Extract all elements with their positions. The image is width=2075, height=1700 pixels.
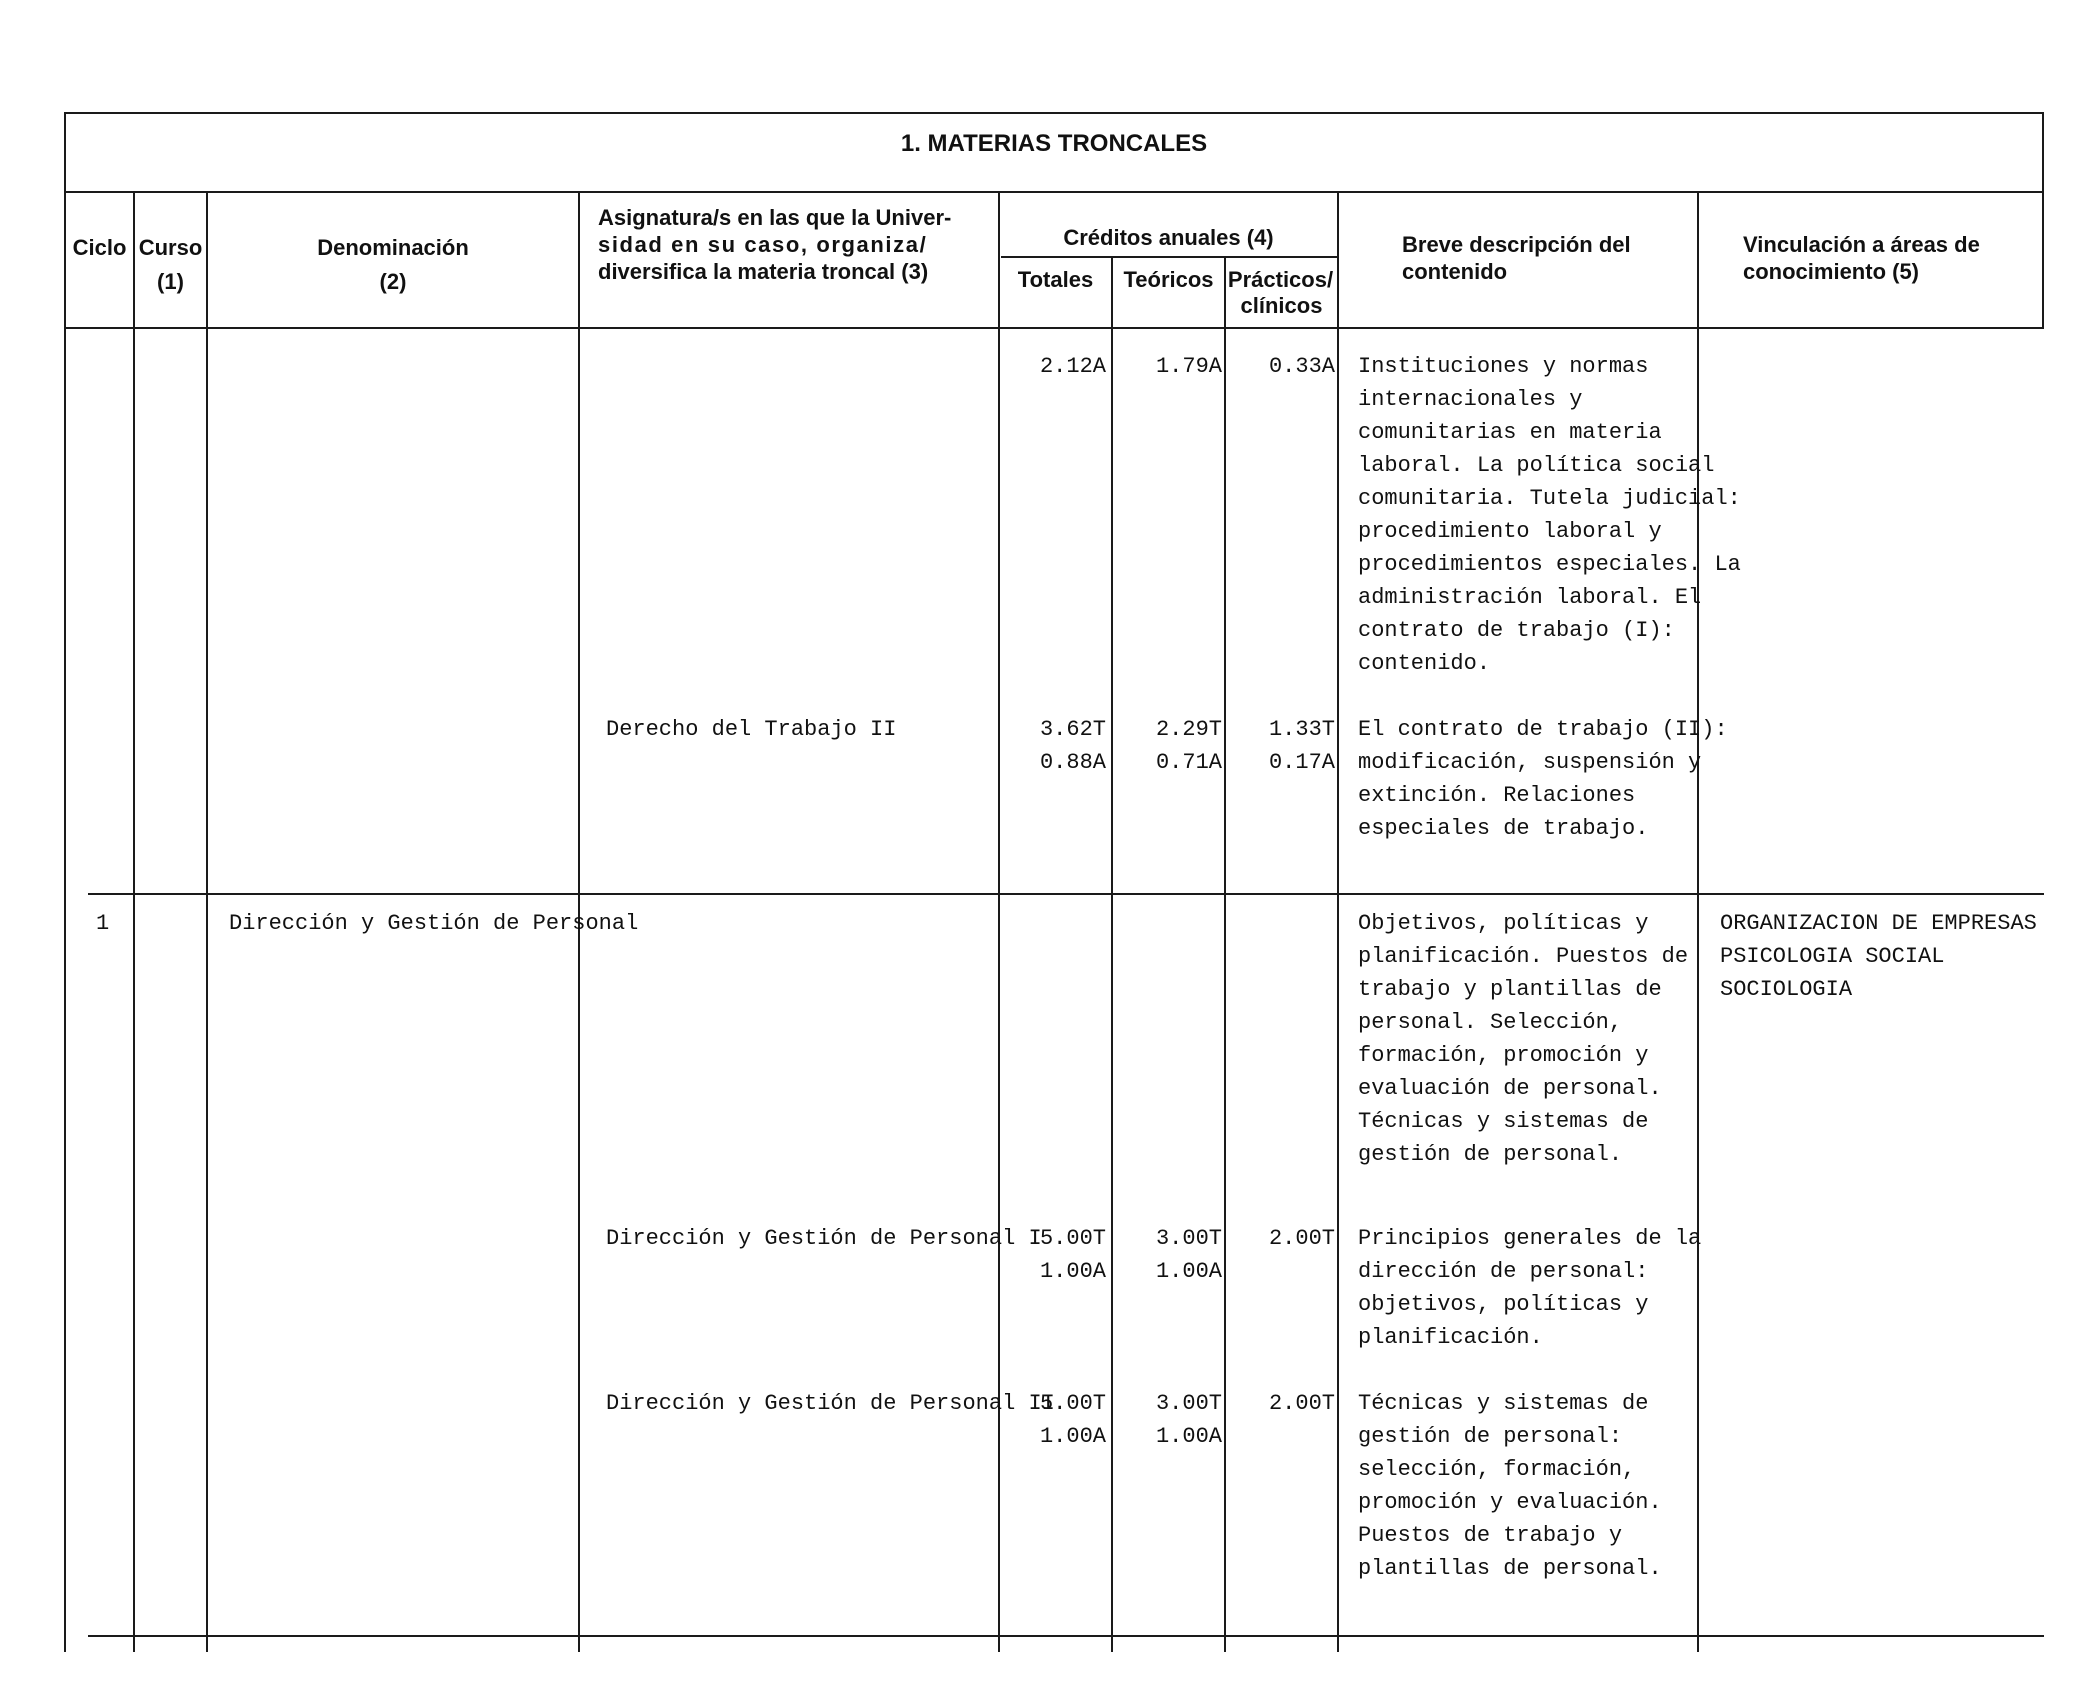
row-c-teoricos-1: 3.00T: [1155, 1226, 1222, 1251]
area-line: ORGANIZACION DE EMPRESAS: [1720, 911, 2037, 936]
header-vinculacion-line2: conocimiento (5): [1743, 259, 1920, 284]
desc-line: procedimientos especiales. La: [1358, 552, 1741, 577]
desc-line: El contrato de trabajo (II):: [1358, 717, 1728, 742]
header-descripcion-line1: Breve descripción del: [1402, 232, 1631, 257]
row-c-practicos: 2.00T: [1268, 1226, 1335, 1251]
row-b-practicos-1: 1.33T: [1268, 717, 1335, 742]
header-ciclo: Ciclo: [72, 235, 127, 260]
col-divider-curso: [206, 191, 208, 1652]
table-right-border: [2042, 112, 2044, 328]
col-divider-teoricos: [1224, 256, 1226, 1652]
row-d-teoricos-1: 3.00T: [1155, 1391, 1222, 1416]
header-denominacion-note: (2): [379, 269, 407, 294]
desc-line: comunitarias en materia: [1358, 420, 1662, 445]
row-b-asignatura: Derecho del Trabajo II: [606, 717, 897, 742]
area-line: PSICOLOGIA SOCIAL: [1720, 944, 1945, 969]
row-c-totales-2: 1.00A: [1039, 1259, 1106, 1284]
row-a-practicos: 0.33A: [1268, 354, 1335, 379]
row-d-practicos: 2.00T: [1268, 1391, 1335, 1416]
header-practicos-line2: clínicos: [1240, 293, 1323, 318]
table-bottom-border: [88, 1635, 2044, 1637]
area-line: SOCIOLOGIA: [1720, 977, 1853, 1002]
desc-line: trabajo y plantillas de: [1358, 977, 1662, 1002]
desc-line: modificación, suspensión y: [1358, 750, 1702, 775]
title-bottom-border: [64, 191, 2044, 193]
desc-line: procedimiento laboral y: [1358, 519, 1662, 544]
header-curso-note: (1): [157, 269, 184, 294]
col-divider-ciclo: [133, 191, 135, 1652]
row-c-teoricos-2: 1.00A: [1155, 1259, 1222, 1284]
desc-line: gestión de personal.: [1358, 1142, 1623, 1167]
row-b-practicos-2: 0.17A: [1268, 750, 1335, 775]
col-divider-descripcion: [1697, 191, 1699, 1652]
desc-line: Objetivos, políticas y: [1358, 911, 1649, 936]
header-asignatura-line1: Asignatura/s en las que la Univer-: [598, 205, 952, 230]
desc-line: contenido.: [1358, 651, 1491, 676]
header-denominacion: Denominación: [317, 235, 469, 260]
desc-line: personal. Selección,: [1358, 1010, 1623, 1035]
row-a-teoricos: 1.79A: [1155, 354, 1222, 379]
header-bottom-border: [64, 327, 2044, 329]
header-practicos-line1: Prácticos/: [1227, 267, 1334, 292]
header-asignatura-line2: sidad en su caso, organiza/: [598, 232, 928, 257]
row-a-totales: 2.12A: [1039, 354, 1106, 379]
desc-line: promoción y evaluación.: [1358, 1490, 1662, 1515]
row-d-totales-1: 5.00T: [1039, 1391, 1106, 1416]
desc-line: Puestos de trabajo y: [1358, 1523, 1623, 1548]
desc-line: plantillas de personal.: [1358, 1556, 1662, 1581]
desc-line: contrato de trabajo (I):: [1358, 618, 1675, 643]
credits-subheader-border: [1001, 256, 1338, 258]
desc-line: selección, formación,: [1358, 1457, 1636, 1482]
row-b-totales-1: 3.62T: [1039, 717, 1106, 742]
header-creditos: Créditos anuales (4): [1063, 225, 1274, 250]
desc-line: objetivos, políticas y: [1358, 1292, 1649, 1317]
row-c-totales-1: 5.00T: [1039, 1226, 1106, 1251]
table-left-border: [64, 112, 66, 1652]
row-b-teoricos-2: 0.71A: [1155, 750, 1222, 775]
row-b-teoricos-1: 2.29T: [1155, 717, 1222, 742]
block2-denominacion: Dirección y Gestión de Personal: [229, 911, 639, 936]
desc-line: formación, promoción y: [1358, 1043, 1649, 1068]
table-top-border: [64, 112, 2044, 114]
desc-line: extinción. Relaciones: [1358, 783, 1636, 808]
header-descripcion-line2: contenido: [1402, 259, 1508, 284]
row-d-totales-2: 1.00A: [1039, 1424, 1106, 1449]
desc-line: Principios generales de la: [1358, 1226, 1702, 1251]
desc-line: dirección de personal:: [1358, 1259, 1649, 1284]
row-d-asignatura: Dirección y Gestión de Personal II: [606, 1391, 1055, 1416]
header-asignatura-line3: diversifica la materia troncal (3): [598, 259, 929, 284]
desc-line: planificación.: [1358, 1325, 1543, 1350]
block-divider: [88, 893, 2044, 895]
row-b-totales-2: 0.88A: [1039, 750, 1106, 775]
desc-line: Técnicas y sistemas de: [1358, 1391, 1649, 1416]
desc-line: administración laboral. El: [1358, 585, 1702, 610]
desc-line: Instituciones y normas: [1358, 354, 1649, 379]
desc-line: comunitaria. Tutela judicial:: [1358, 486, 1741, 511]
desc-line: evaluación de personal.: [1358, 1076, 1662, 1101]
col-divider-practicos: [1337, 191, 1339, 1652]
desc-line: planificación. Puestos de: [1358, 944, 1689, 969]
desc-line: internacionales y: [1358, 387, 1583, 412]
header-teoricos: Teóricos: [1123, 267, 1214, 292]
block2-ciclo: 1: [96, 911, 110, 936]
desc-line: especiales de trabajo.: [1358, 816, 1649, 841]
header-vinculacion-line1: Vinculación a áreas de: [1743, 232, 1980, 257]
row-c-asignatura: Dirección y Gestión de Personal I: [606, 1226, 1042, 1251]
table-title: 1. MATERIAS TRONCALES: [900, 130, 1208, 157]
header-curso: Curso: [138, 235, 203, 260]
header-totales: Totales: [1017, 267, 1094, 292]
desc-line: laboral. La política social: [1358, 453, 1715, 478]
desc-line: Técnicas y sistemas de: [1358, 1109, 1649, 1134]
row-d-teoricos-2: 1.00A: [1155, 1424, 1222, 1449]
desc-line: gestión de personal:: [1358, 1424, 1623, 1449]
